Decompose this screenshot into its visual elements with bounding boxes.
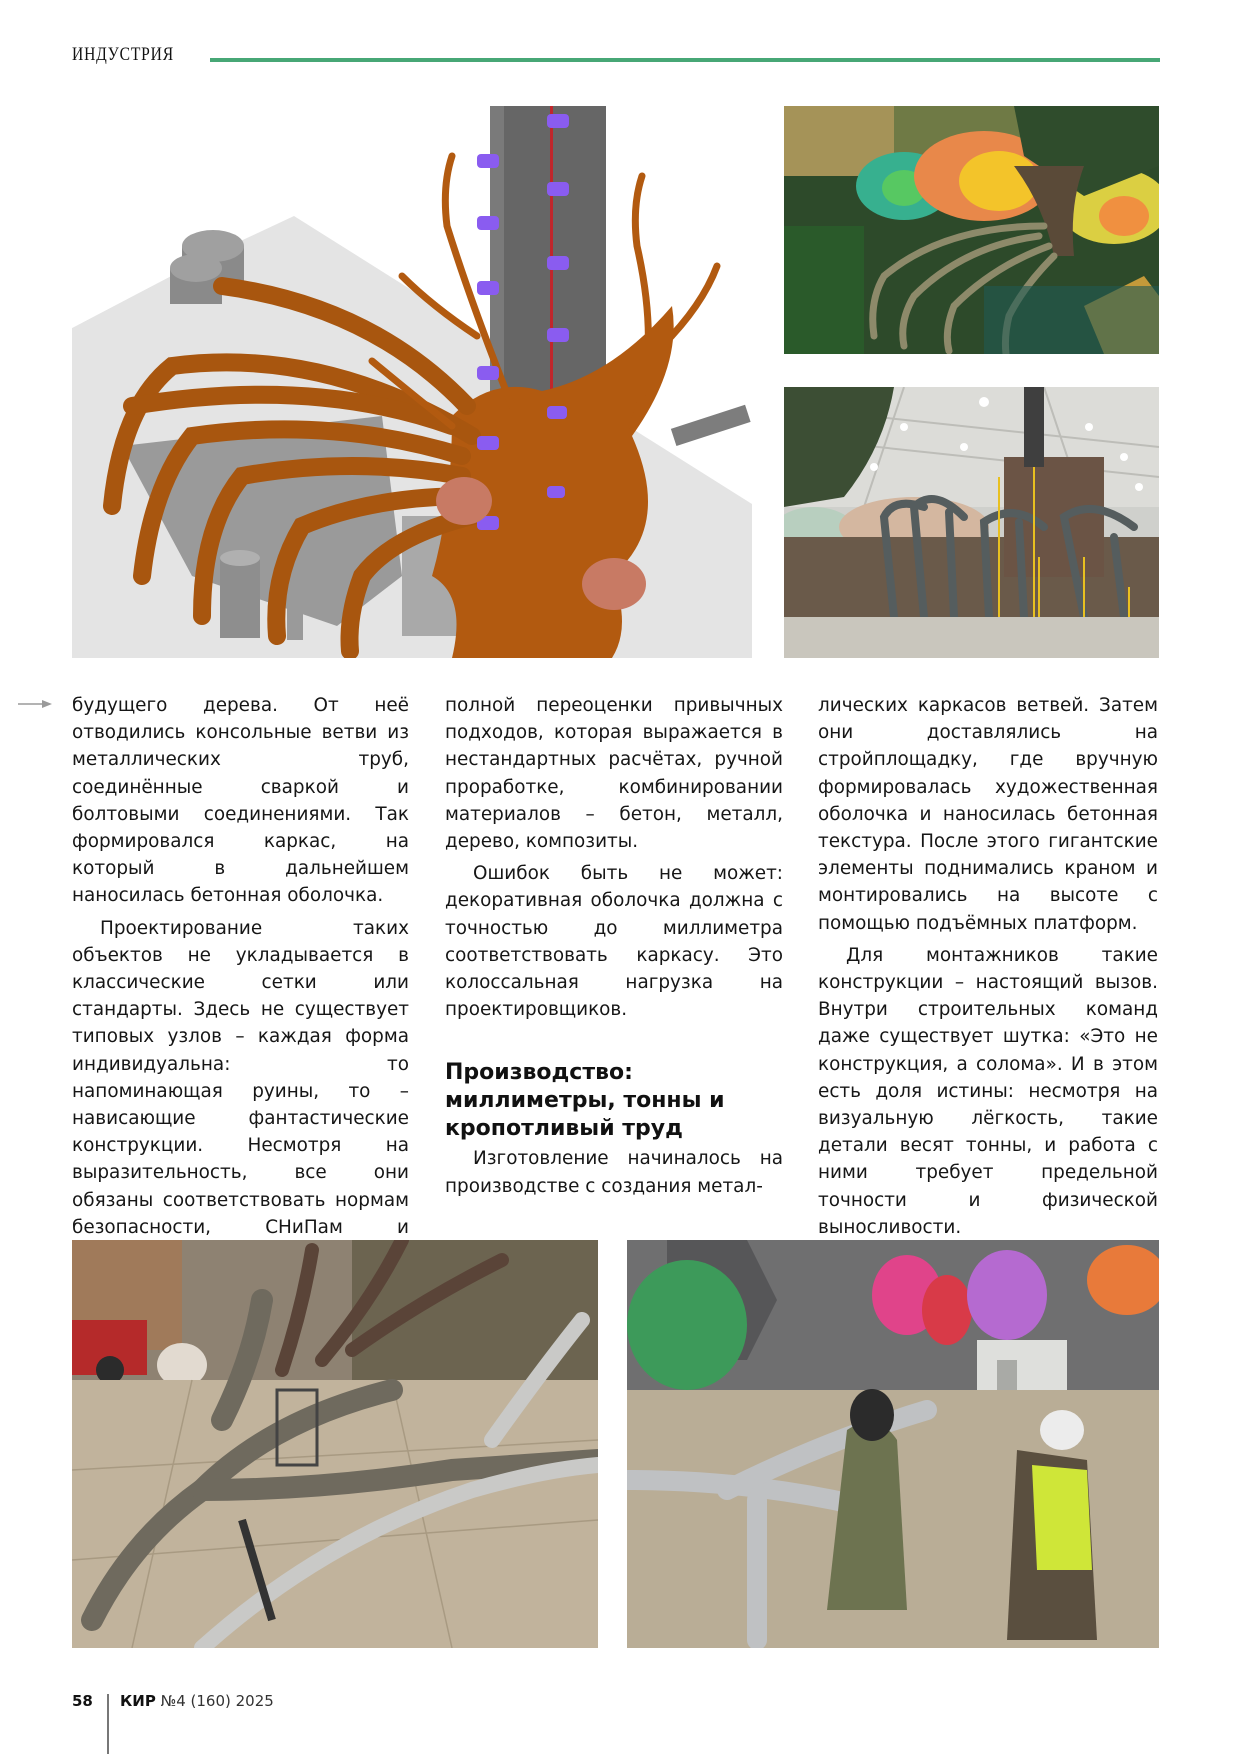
magazine-name: КИР [120,1692,156,1710]
paragraph: Изготовление начиналось на производстве с создания метал- [445,1148,783,1197]
welders-photo [627,1240,1159,1648]
paragraph: будущего дерева. От неё отводились консольные ветви из металлических труб, соединённые сваркой и болтовыми соединениями. Так формировался каркас, на который в дальнейшем наносилась бетонная оболочка. [72,695,409,907]
paragraph: Для монтажников такие конструкции – настоящий вызов. Внутри строительных команд даже существует шутка: «Это не конструкция, а солома». И в этом есть доля истины: несмотря на визуальную лёгкость, такие детали весят тонны, и работа с ними требует предельной точности и физической выносливости. [818,944,1158,1238]
paragraph: лических каркасов ветвей. Затем они доставлялись на стройплощадку, где вручную формировалась художественная оболочка и наносилась бетонная текстура. После этого гигантские элементы поднимались краном и монтировались на высоте с помощью подъёмных платформ. [818,695,1158,934]
finished-tree-photo [784,106,1159,354]
magazine-issue [120,1692,274,1710]
continuation-arrow-icon [18,698,52,710]
article-column-2 [445,692,783,1200]
page-footer [72,1690,472,1754]
issue-number: №4 (160) 2025 [160,1692,274,1710]
branch-frame-photo [72,1240,598,1648]
paragraph: Ошибок быть не может: декоративная оболочка должна с точностью до миллиметра соответствовать каркасу. Это колоссальная нагрузка на проектировщиков. [445,863,783,1021]
section-header [72,44,1160,68]
section-title: ИНДУСТРИЯ [72,44,174,65]
paragraph: Проектирование таких объектов не укладывается в классические сетки или стандарты. Здесь не существует типовых узлов – каждая форма индивидуальна: то напоминающая руины, то – нависающие фантастические конструкции. Несмотря на выразительность, все они обязаны соответствовать нормам безопасности, СНиПам и [72,917,409,1238]
footer-divider [107,1694,109,1754]
page-number: 58 [72,1692,93,1710]
paragraph: полной переоценки привычных подходов, которая выражается в нестандартных расчётах, ручной проработке, комбинировании материалов – бетон, металл, дерево, композиты. [445,695,783,853]
section-rule [210,58,1160,62]
section-subheading: Производство: миллиметры, тонны и кропотливый труд [445,1060,725,1142]
construction-site-photo [784,387,1159,658]
article-column-3 [818,692,1158,1241]
article-column-1 [72,692,409,1295]
cad-model-figure [72,106,752,658]
